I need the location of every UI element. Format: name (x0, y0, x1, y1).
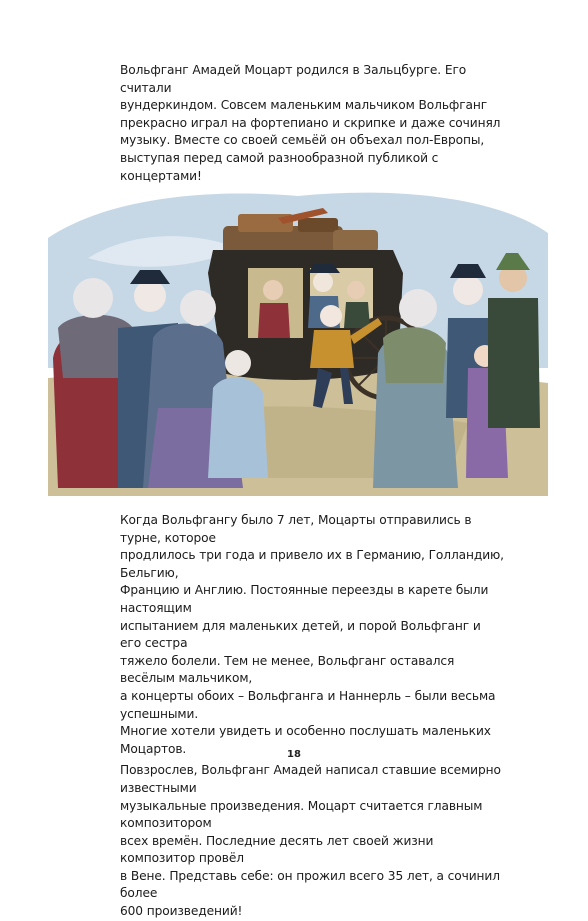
paragraph-1: Вольфганг Амадей Моцарт родился в Зальцбурге. Его считали вундеркиндом. Совсем маленьким мальчиком Вольфганг прекрасно играл на фортепиано и скрипке и даже сочинял музыку. Вместе со своей семьёй он объехал пол-Европы, выступая перед самой разнообразной публикой с концертами! (120, 63, 501, 183)
paragraph-2: Когда Вольфгангу было 7 лет, Моцарты отправились в турне, которое продлилось три года и привело их в Германию, Голландию, Бельгию, Францию и Англию. Постоянные переезды в карете были настоящим испытанием для маленьких детей, и порой Вольфганг и его сестра тяжело болели. Тем не менее, Вольфганг оставался весёлым мальчиком, а концерты обоих – Вольфганга и Наннерль – были весьма успешными. Многие хотели увидеть и особенно послушать маленьких Моцартов. (120, 513, 504, 756)
mozart-carriage-illustration (48, 178, 548, 496)
main-text (120, 512, 505, 921)
intro-paragraph (120, 62, 505, 185)
paragraph-3: Повзрослев, Вольфганг Амадей написал ставшие всемирно известными музыкальные произведения. Моцарт считается главным композитором всех времён. Последние десять лет своей жизни композитор провёл в Вене. Представь себе: он прожил всего 35 лет, а сочинил более 600 произведений! (120, 763, 501, 919)
page-number: 18 (287, 749, 301, 760)
